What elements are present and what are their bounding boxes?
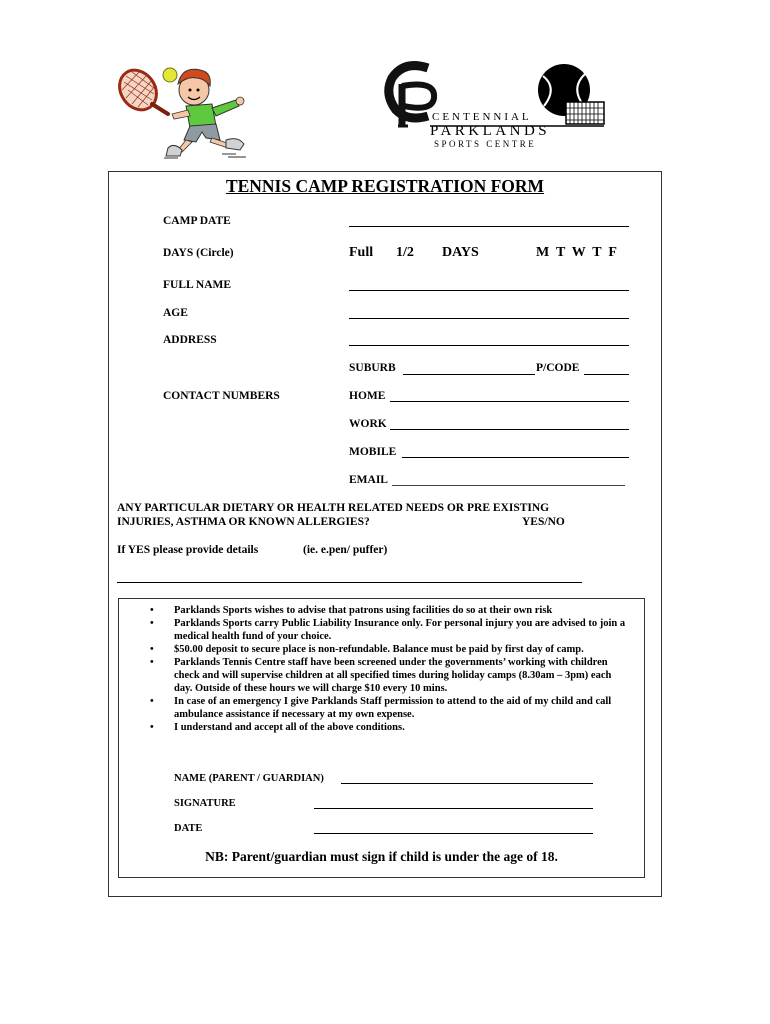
yes-no-option[interactable]: YES/NO <box>522 516 565 528</box>
tennis-ball-icon <box>163 68 177 82</box>
days-option-weekdays[interactable]: M T W T F <box>536 245 617 260</box>
age-field[interactable] <box>349 318 629 319</box>
guardian-signature-note: NB: Parent/guardian must sign if child is under the age of 18. <box>205 849 558 864</box>
details-example: (ie. e.pen/ puffer) <box>303 544 388 556</box>
postcode-label: P/CODE <box>536 362 580 374</box>
full-name-label: FULL NAME <box>163 279 232 291</box>
address-label: ADDRESS <box>163 334 217 346</box>
email-label: EMAIL <box>349 474 388 486</box>
list-item: • $50.00 deposit to secure place is non-refundable. Balance must be paid by first day of camp. <box>150 644 584 655</box>
days-label: DAYS (Circle) <box>163 247 234 259</box>
if-yes-label: If YES please provide details <box>117 544 259 556</box>
form-title: TENNIS CAMP REGISTRATION FORM <box>225 176 545 196</box>
list-item: • I understand and accept all of the above conditions. <box>150 722 405 733</box>
date-label: DATE <box>174 823 203 834</box>
postcode-field[interactable] <box>584 374 629 375</box>
contact-numbers-label: CONTACT NUMBERS <box>163 390 280 402</box>
email-field[interactable] <box>392 485 625 486</box>
work-phone-field[interactable] <box>390 429 629 430</box>
camp-date-label: CAMP DATE <box>163 215 231 227</box>
dietary-question-line2: INJURIES, ASTHMA OR KNOWN ALLERGIES? <box>117 516 370 528</box>
suburb-field[interactable] <box>403 374 535 375</box>
days-option-days: DAYS <box>442 245 479 260</box>
conditions-list <box>138 604 638 734</box>
address-field[interactable] <box>349 345 629 346</box>
centennial-parklands-logo <box>380 60 620 155</box>
suburb-label: SUBURB <box>349 362 396 374</box>
racquet-icon <box>112 63 168 117</box>
logo-text-parklands: PARKLANDS <box>430 123 551 139</box>
list-item: • Parklands Tennis Centre staff have been screened under the governments’ working with children check and will supervise children at all specified times during holiday camps (8.30am – 3pm) each day. Outside of these hours we will charge $10 every 10 mins. <box>150 657 612 694</box>
signature-field[interactable] <box>314 808 593 809</box>
dietary-question-line1: ANY PARTICULAR DIETARY OR HEALTH RELATED NEEDS OR PRE EXISTING <box>117 502 550 514</box>
date-field[interactable] <box>314 833 593 834</box>
health-details-field[interactable] <box>117 582 582 583</box>
tennis-kid-illustration <box>112 60 272 160</box>
signature-label: SIGNATURE <box>174 798 236 809</box>
list-item: • In case of an emergency I give Parklands Staff permission to attend to the aid of my child and call ambulance assistance if necessary at my own expense. <box>150 696 612 720</box>
guardian-name-label: NAME (PARENT / GUARDIAN) <box>174 773 324 784</box>
guardian-name-field[interactable] <box>341 783 593 784</box>
logo-text-sports-centre: SPORTS CENTRE <box>434 139 537 149</box>
full-name-field[interactable] <box>349 290 629 291</box>
age-label: AGE <box>163 307 188 319</box>
mobile-phone-field[interactable] <box>402 457 629 458</box>
list-item: • Parklands Sports carry Public Liability Insurance only. For personal injury you are advised to join a medical health fund of your choice. <box>150 618 626 642</box>
home-phone-field[interactable] <box>390 401 629 402</box>
work-label: WORK <box>349 418 387 430</box>
logo-text-centennial: CENTENNIAL <box>432 111 532 123</box>
camp-date-field[interactable] <box>349 226 629 227</box>
mobile-label: MOBILE <box>349 446 397 458</box>
days-option-full[interactable]: Full <box>349 245 374 260</box>
list-item: • Parklands Sports wishes to advise that patrons using facilities do so at their own risk <box>150 605 553 616</box>
home-label: HOME <box>349 390 386 402</box>
days-option-half[interactable]: 1/2 <box>396 245 414 260</box>
